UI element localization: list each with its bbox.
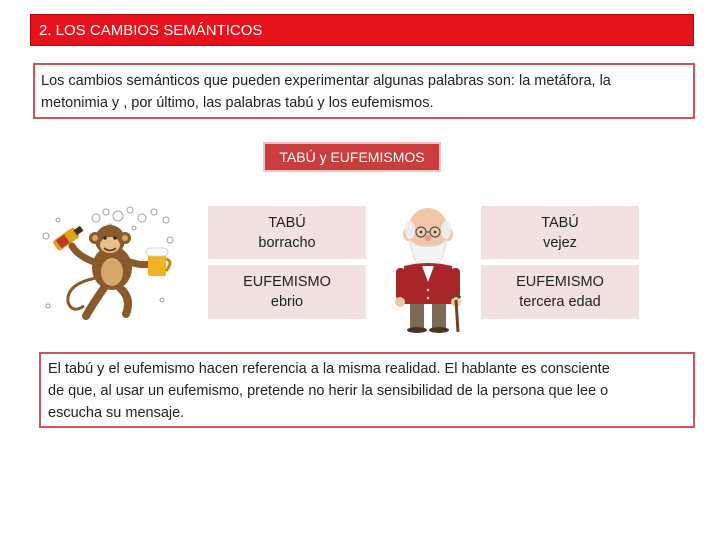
conclusion-box — [39, 352, 695, 428]
conclusion-line-2: de que, al usar un eufemismo, pretende no herir la sensibilidad de la persona que lee o — [48, 383, 609, 399]
title-bar — [30, 14, 694, 46]
drunk-monkey-illustration — [38, 206, 178, 324]
intro-box — [33, 63, 695, 119]
eufemismo-label: EUFEMISMO — [516, 274, 604, 290]
tabu-cell-vejez — [481, 206, 639, 259]
tabu-word: vejez — [543, 234, 577, 251]
eufemismo-cell-tercera-edad — [481, 265, 639, 319]
tabu-label: TABÚ — [268, 214, 306, 231]
section-title: TABÚ y EUFEMISMOS — [263, 142, 441, 172]
eufemismo-cell-ebrio — [208, 265, 366, 319]
conclusion-line-3: escucha su mensaje. — [48, 405, 185, 421]
old-man-illustration — [386, 204, 472, 334]
tabu-label: TABÚ — [541, 214, 579, 231]
intro-line-1: Los cambios semánticos que pueden experimentar algunas palabras son: la metáfora, la — [41, 73, 611, 89]
eufemismo-word: tercera edad — [519, 294, 601, 310]
conclusion-line-1: El tabú y el eufemismo hacen referencia a la misma realidad. El hablante es consciente — [48, 361, 610, 377]
eufemismo-label: EUFEMISMO — [243, 274, 331, 290]
tabu-word: borracho — [258, 234, 316, 251]
tabu-cell-borracho — [208, 206, 366, 259]
intro-line-2: metonimia y , por último, las palabras tabú y los eufemismos. — [41, 95, 434, 111]
eufemismo-word: ebrio — [270, 294, 304, 310]
page-title: 2. LOS CAMBIOS SEMÁNTICOS — [39, 22, 263, 39]
